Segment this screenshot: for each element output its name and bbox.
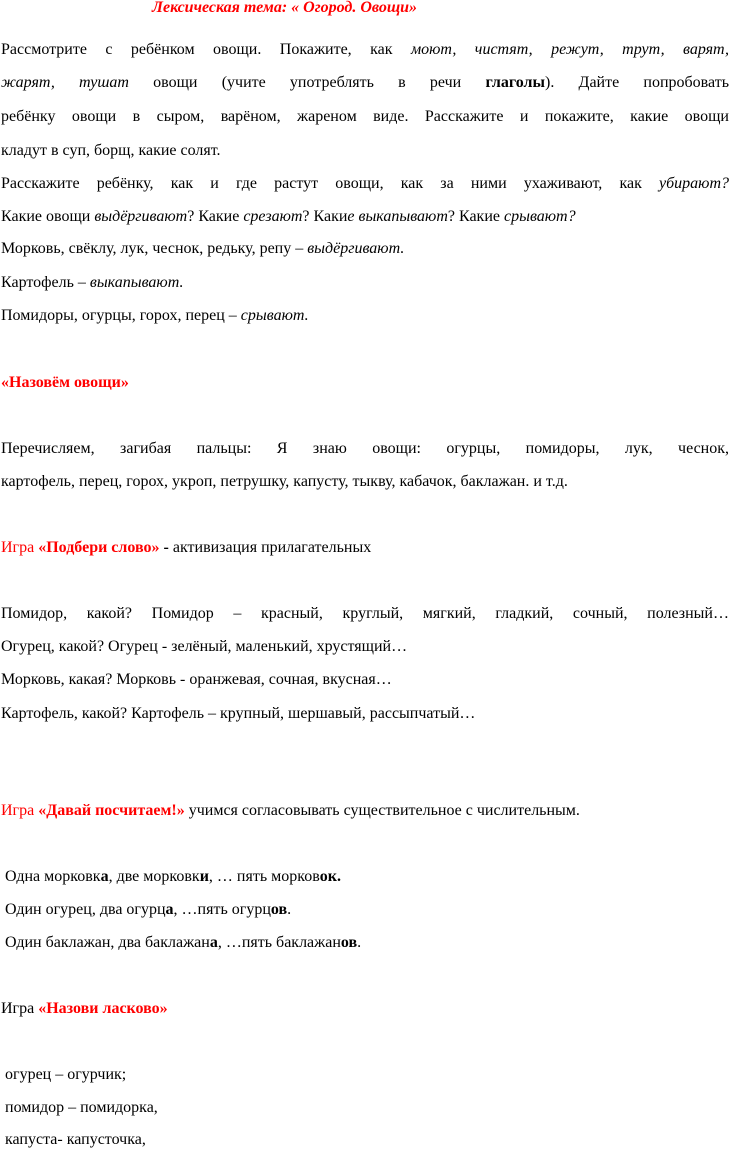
game4-heading: Игра «Назови ласково» xyxy=(1,1000,168,1017)
intro-line-2: жарят, тушат овощи (учите употреблять в речи глаголы). Дайте попробовать xyxy=(1,74,729,91)
harvest-answer-3: Помидоры, огурцы, горох, перец – срывают. xyxy=(1,307,309,324)
game2-heading: Игра «Подбери слово» - активизация прилагательных xyxy=(1,539,372,556)
harvest-line-2: Какие овощи выдёргивают? Какие срезают? Какие выкапывают? Какие срывают? xyxy=(1,208,576,225)
harvest-line-1: Расскажите ребёнку, как и где растут овощи, как за ними ухаживают, как убирают? xyxy=(1,175,729,192)
game3-row-1: Одна морковка, две морковки, … пять морковок. xyxy=(5,868,341,885)
game1-line-2: картофель, перец, горох, укроп, петрушку, капусту, тыкву, кабачок, баклажан. и т.д. xyxy=(1,473,568,490)
game2-line-4: Картофель, какой? Картофель – крупный, шершавый, рассыпчатый… xyxy=(1,705,476,722)
intro-line-4: кладут в суп, борщ, какие солят. xyxy=(1,142,221,159)
game2-line-3: Морковь, какая? Морковь - оранжевая, сочная, вкусная… xyxy=(1,671,392,688)
intro-line-1: Рассмотрите с ребёнком овощи. Покажите, как моют, чистят, режут, трут, варят, xyxy=(1,41,730,58)
game4-line-3: капуста- капусточка, xyxy=(5,1131,146,1148)
page-title: Лексическая тема: « Огород. Овощи» xyxy=(152,0,418,16)
game4-line-2: помидор – помидорка, xyxy=(5,1099,158,1116)
game4-line-1: огурец – огурчик; xyxy=(5,1066,127,1083)
game3-heading: Игра «Давай посчитаем!» учимся согласовывать существительное с числительным. xyxy=(1,802,580,819)
game3-row-3: Один баклажан, два баклажана, …пять баклажанов. xyxy=(5,934,362,951)
harvest-answer-1: Морковь, свёклу, лук, чеснок, редьку, репу – выдёргивают. xyxy=(1,240,405,257)
game3-row-2: Один огурец, два огурца, …пять огурцов. xyxy=(5,901,292,918)
intro-line-3: ребёнку овощи в сыром, варёном, жареном виде. Расскажите и покажите, какие овощи xyxy=(1,108,729,125)
game2-line-1: Помидор, какой? Помидор – красный, круглый, мягкий, гладкий, сочный, полезный… xyxy=(1,605,729,622)
game2-line-2: Огурец, какой? Огурец - зелёный, маленький, хрустящий… xyxy=(1,638,408,655)
harvest-answer-2: Картофель – выкапывают. xyxy=(1,274,184,291)
game1-title: «Назовём овощи» xyxy=(1,374,129,391)
game1-line-1: Перечисляем, загибая пальцы: Я знаю овощи: огурцы, помидоры, лук, чеснок, xyxy=(1,440,729,457)
